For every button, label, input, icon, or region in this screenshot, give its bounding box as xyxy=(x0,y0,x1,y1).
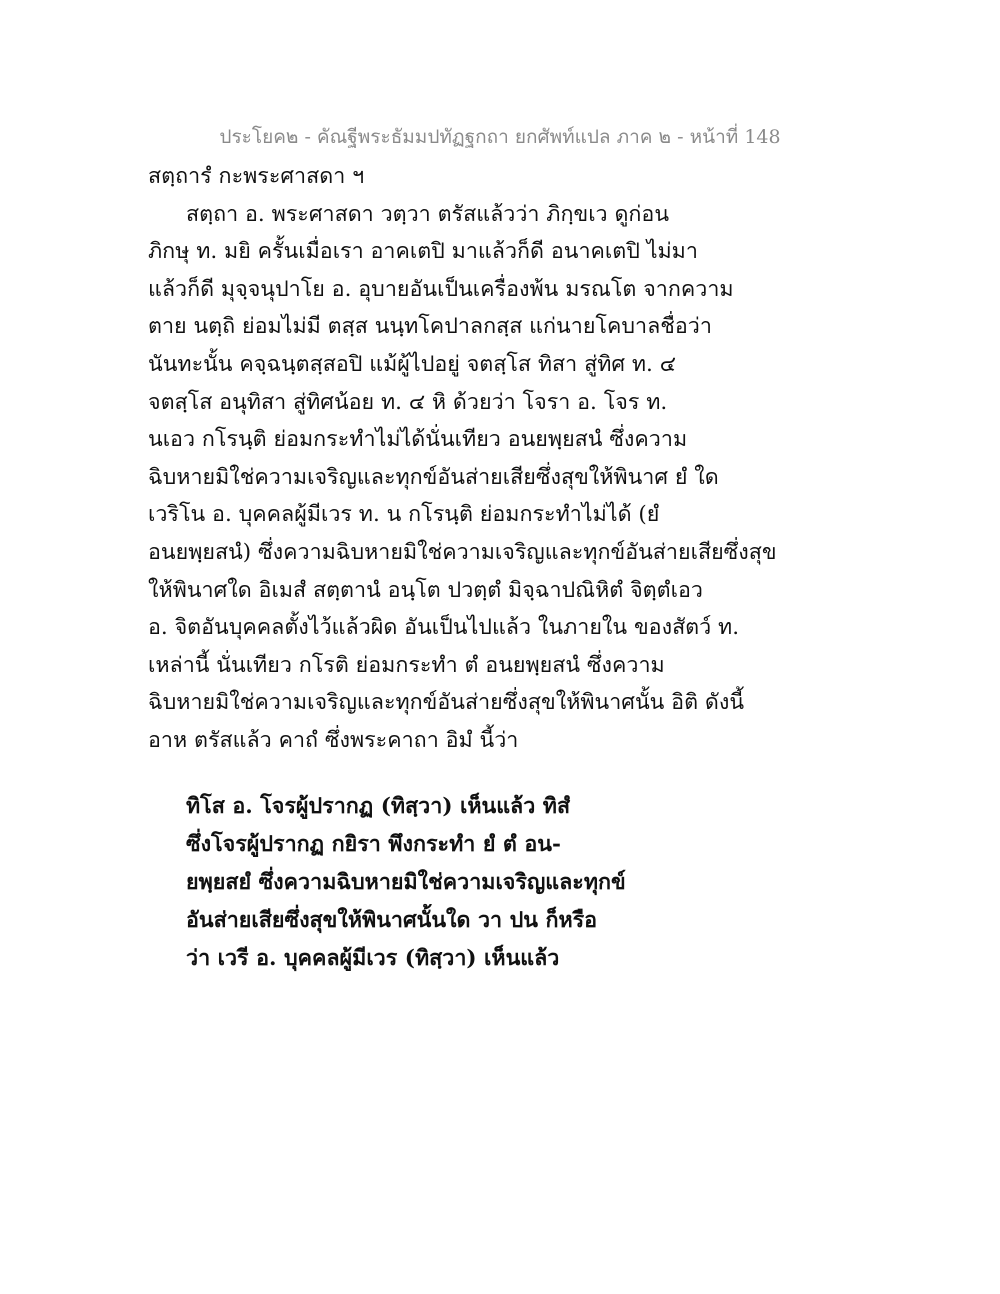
text-line: อ. จิตอันบุคคลตั้งไว้แล้วผิด อันเป็นไปแล้ว ในภายใน ของสัตว์ ท. xyxy=(148,615,740,641)
verse-line: ซึ่งโจรผู้ปรากฏ กยิรา พึงกระทำ ยํ ตํ อน- xyxy=(186,832,561,857)
verse-line: ยพฺยสยํ ซึ่งความฉิบหายมิใช่ความเจริญและทุกข์ xyxy=(186,870,626,895)
text-line: เหล่านี้ นั่นเทียว กโรติ ย่อมกระทำ ตํ อนยพฺยสนํ ซึ่งความ xyxy=(148,652,665,678)
body-text xyxy=(148,158,868,760)
verse-line: ทิโส อ. โจรผู้ปรากฏ (ทิสฺวา) เห็นแล้ว ทิสํ xyxy=(186,794,571,819)
text-line: ฉิบหายมิใช่ความเจริญและทุกข์อันส่ายซึ่งสุขให้พินาศนั้น อิติ ดังนี้ xyxy=(148,690,745,716)
text-line: ฉิบหายมิใช่ความเจริญและทุกข์อันส่ายเสียซึ่งสุขให้พินาศ ยํ ใด xyxy=(148,464,719,490)
running-header: ประโยค๒ - คัณฐีพระธัมมปทัฏฐกถา ยกศัพท์แปล ภาค ๒ - หน้าที่ 148 xyxy=(219,126,781,148)
text-line: ภิกษุ ท. มยิ ครั้นเมื่อเรา อาคเตปิ มาแล้วก็ดี อนาคเตปิ ไม่มา xyxy=(148,239,698,265)
text-line: นันทะนั้น คจฺฉนฺตสฺสอปิ แม้ผู้ไปอยู่ จตสฺโส ทิสา สู่ทิศ ท. ๔ xyxy=(148,351,676,377)
text-line: ให้พินาศใด อิเมสํ สตฺตานํ อนฺโต ปวตฺตํ มิจฺฉาปณิหิตํ จิตฺตํเอว xyxy=(148,577,703,603)
text-line: สตฺถารํ กะพระศาสดา ฯ xyxy=(148,164,365,189)
text-line: จตสฺโส อนุทิสา สู่ทิศน้อย ท. ๔ หิ ด้วยว่า โจรา อ. โจร ท. xyxy=(148,389,668,415)
text-line: แล้วก็ดี มุจฺจนุปาโย อ. อุบายอันเป็นเครื่องพ้น มรณโต จากความ xyxy=(148,276,734,302)
verse-line: ว่า เวรี อ. บุคคลผู้มีเวร (ทิสฺวา) เห็นแล้ว xyxy=(186,946,560,971)
text-line: อาห ตรัสแล้ว คาถํ ซึ่งพระคาถา อิมํ นี้ว่า xyxy=(148,727,519,753)
text-line: อนยพฺยสนํ) ซึ่งความฉิบหายมิใช่ความเจริญและทุกข์อันส่ายเสียซึ่งสุข xyxy=(148,539,777,565)
verse-line: อันส่ายเสียซึ่งสุขให้พินาศนั้นใด วา ปน ก็หรือ xyxy=(186,908,598,933)
text-line: สตฺถา อ. พระศาสดา วตฺวา ตรัสแล้วว่า ภิกฺขเว ดูก่อน xyxy=(186,201,670,227)
verse-block xyxy=(186,788,866,978)
text-line: ตาย นตฺถิ ย่อมไม่มี ตสฺส นนฺทโคปาลกสฺส แก่นายโคบาลชื่อว่า xyxy=(148,314,712,340)
text-line: นเอว กโรนฺติ ย่อมกระทำไม่ได้นั่นเทียว อนยพฺยสนํ ซึ่งความ xyxy=(148,427,688,453)
text-line: เวริโน อ. บุคคลผู้มีเวร ท. น กโรนฺติ ย่อมกระทำไม่ได้ (ยํ xyxy=(148,502,660,528)
